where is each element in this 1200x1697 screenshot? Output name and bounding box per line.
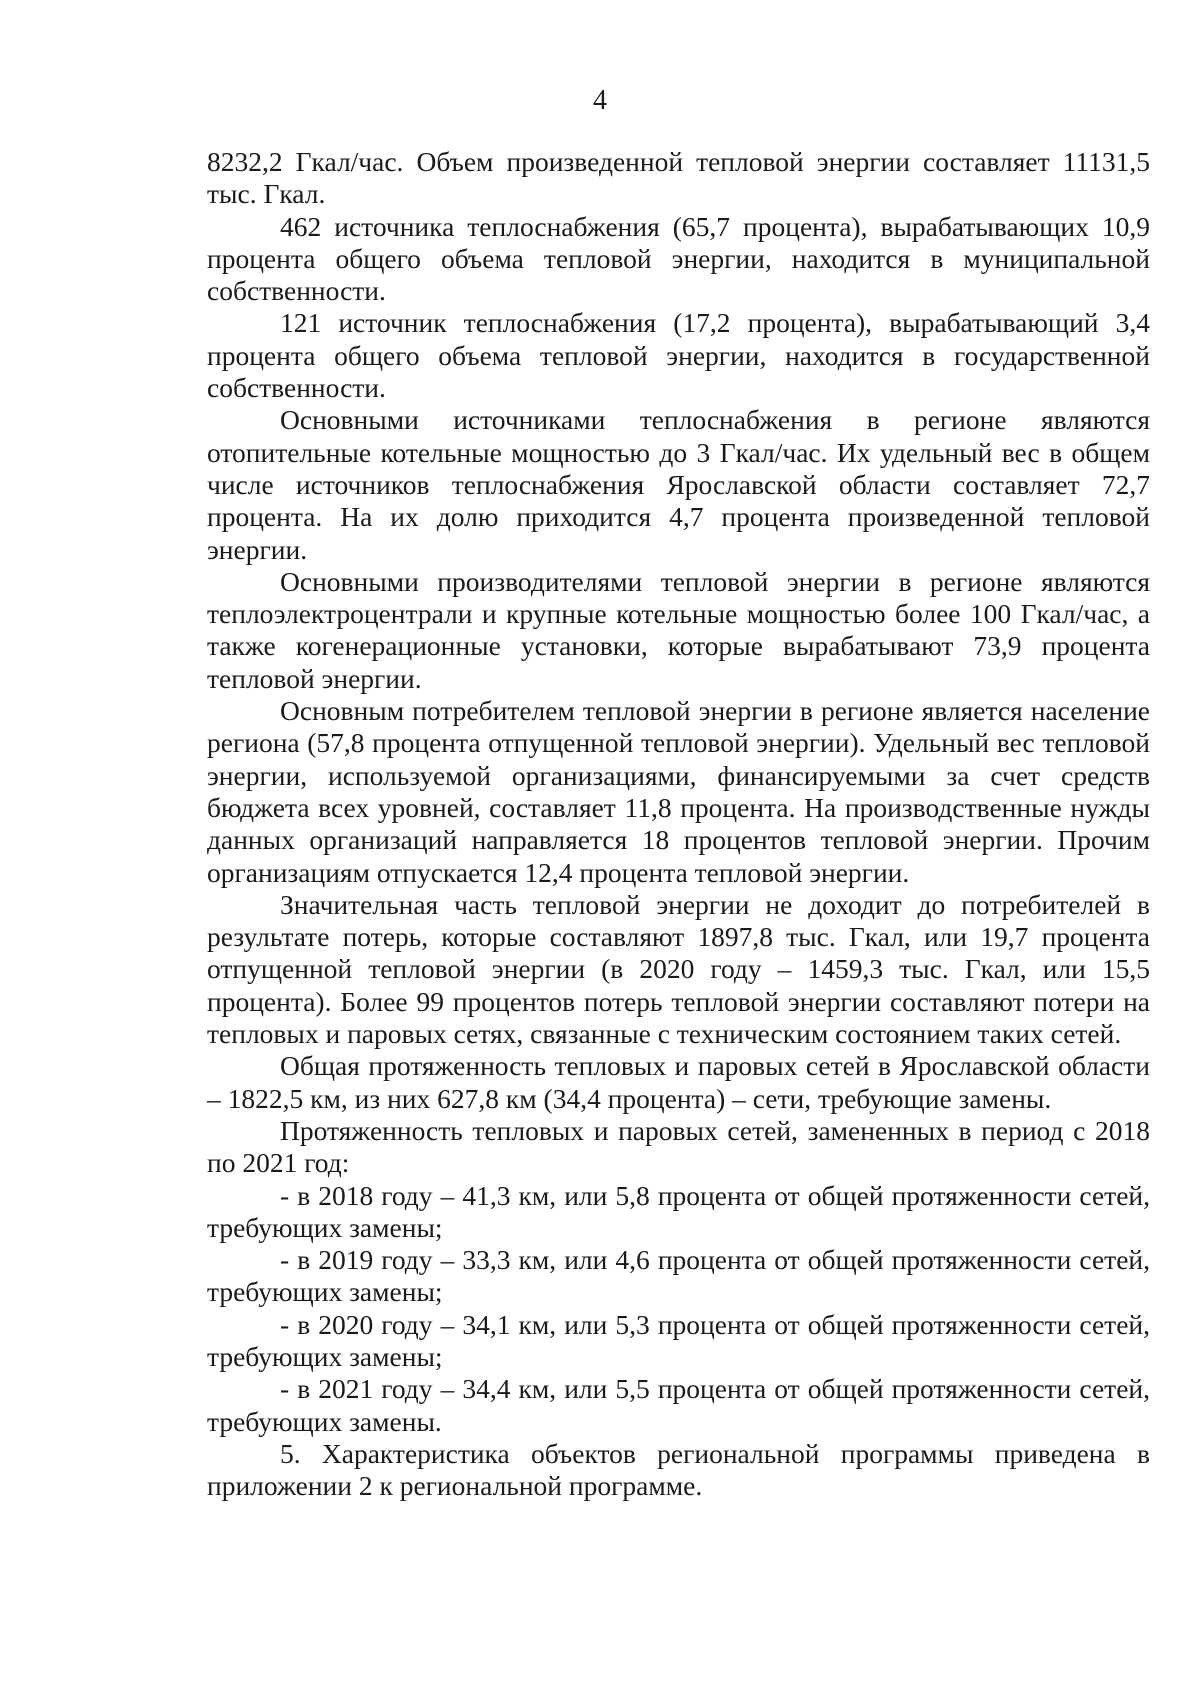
list-item: - в 2019 году – 33,3 км, или 4,6 процента от общей протяженности сетей, требующих замены; — [207, 1244, 1150, 1308]
paragraph: 462 источника теплоснабжения (65,7 процента), вырабатывающих 10,9 процента общего объема тепловой энергии, находится в муниципальной собственности. — [207, 210, 1150, 307]
page-number: 4 — [593, 85, 607, 116]
list-item: - в 2018 году – 41,3 км, или 5,8 процента от общей протяженности сетей, требующих замены; — [207, 1179, 1150, 1243]
paragraph: Основным потребителем тепловой энергии в регионе является население региона (57,8 процента отпущенной тепловой энергии). Удельный вес тепловой энергии, используемой организациями, финансируемыми за счет средств бюджета всех уровней, составляет 11,8 процента. На производственные нужды данных организаций направляется 18 процентов тепловой энергии. Прочим организациям отпускается 12,4 процента тепловой энергии. — [207, 695, 1150, 888]
paragraph: Протяженность тепловых и паровых сетей, замененных в период с 2018 по 2021 год: — [207, 1114, 1150, 1179]
document-body — [207, 146, 1150, 1502]
list-item: - в 2020 году – 34,1 км, или 5,3 процента от общей протяженности сетей, требующих замены; — [207, 1308, 1150, 1372]
paragraph: 5. Характеристика объектов региональной программы приведена в приложении 2 к региональной программе. — [207, 1437, 1150, 1502]
paragraph: Основными источниками теплоснабжения в регионе являются отопительные котельные мощностью до 3 Гкал/час. Их удельный вес в общем числе источников теплоснабжения Ярославской области составляет 72,7 процента. На их долю приходится 4,7 процента произведенной тепловой энергии. — [207, 404, 1150, 565]
list-item: - в 2021 году – 34,4 км, или 5,5 процента от общей протяженности сетей, требующих замены. — [207, 1373, 1150, 1437]
paragraph: 8232,2 Гкал/час. Объем произведенной тепловой энергии составляет 11131,5 тыс. Гкал. — [207, 146, 1150, 210]
paragraph: Общая протяженность тепловых и паровых сетей в Ярославской области – 1822,5 км, из них 627,8 км (34,4 процента) – сети, требующие замены. — [207, 1050, 1150, 1114]
paragraph: Основными производителями тепловой энергии в регионе являются теплоэлектроцентрали и крупные котельные мощностью более 100 Гкал/час, а также когенерационные установки, которые вырабатывают 73,9 процента тепловой энергии. — [207, 565, 1150, 694]
paragraph: Значительная часть тепловой энергии не доходит до потребителей в результате потерь, которые составляют 1897,8 тыс. Гкал, или 19,7 процента отпущенной тепловой энергии (в 2020 году – 1459,3 тыс. Гкал, или 15,5 процента). Более 99 процентов потерь тепловой энергии составляют потери на тепловых и паровых сетях, связанные с техническим состоянием таких сетей. — [207, 888, 1150, 1050]
paragraph: 121 источник теплоснабжения (17,2 процента), вырабатывающий 3,4 процента общего объема тепловой энергии, находится в государственной собственности. — [207, 307, 1150, 404]
